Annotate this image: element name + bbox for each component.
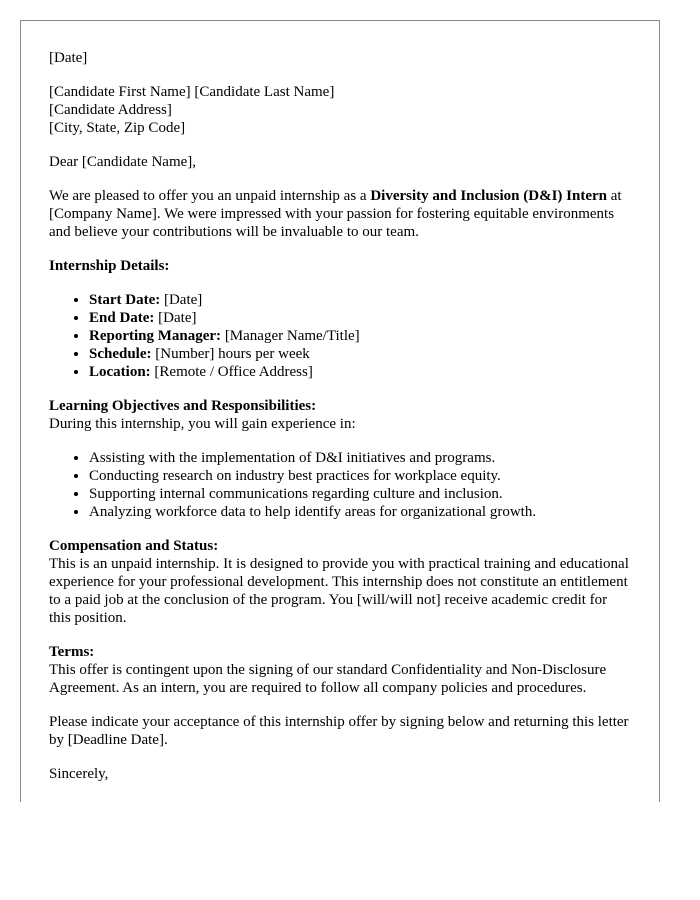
objectives-lead: During this internship, you will gain experience in: bbox=[49, 416, 356, 432]
objectives-item: • Assisting with the implementation of D&I initiatives and programs. bbox=[89, 449, 631, 467]
intro-after: at [Company Name]. We were impressed with your passion for fostering equitable environments and believe your contributions will be invaluable to our team. bbox=[49, 188, 622, 240]
compensation-text: This is an unpaid internship. It is designed to provide you with practical training and educational experience for your professional development. This internship does not constitute an entitlement to a paid job at the conclusion of the program. You [will/will not] receive academic credit for this position. bbox=[49, 556, 629, 626]
recipient-block bbox=[49, 83, 631, 137]
recipient-name: [Candidate First Name] [Candidate Last Name] bbox=[49, 84, 335, 100]
terms-section bbox=[49, 643, 631, 697]
recipient-city-state-zip: [City, State, Zip Code] bbox=[49, 120, 186, 136]
compensation-section bbox=[49, 537, 631, 627]
objectives-item: • Conducting research on industry best practices for workplace equity. bbox=[89, 467, 631, 485]
objectives-section bbox=[49, 397, 631, 433]
details-item-end-date bbox=[89, 309, 631, 327]
terms-text: This offer is contingent upon the signing of our standard Confidentiality and Non-Disclosure Agreement. As an intern, you are required to follow all company policies and procedures. bbox=[49, 662, 607, 696]
objectives-item: • Supporting internal communications regarding culture and inclusion. bbox=[89, 485, 631, 503]
details-item-reporting-manager bbox=[89, 327, 631, 345]
details-item-start-date bbox=[89, 291, 631, 309]
details-heading-text: Internship Details: bbox=[49, 258, 170, 274]
compensation-heading: Compensation and Status: bbox=[49, 538, 219, 554]
details-item-location bbox=[89, 363, 631, 381]
intro-before: We are pleased to offer you an unpaid internship as a bbox=[49, 188, 371, 204]
objectives-list bbox=[49, 449, 631, 521]
details-value: [Manager Name/Title] bbox=[221, 328, 360, 344]
closing: Sincerely, bbox=[49, 766, 109, 782]
details-label: End Date: bbox=[89, 310, 155, 326]
details-item-schedule bbox=[89, 345, 631, 363]
details-list bbox=[49, 291, 631, 381]
details-label: Reporting Manager: bbox=[89, 328, 222, 344]
objectives-heading: Learning Objectives and Responsibilities: bbox=[49, 398, 317, 414]
details-label: Start Date: bbox=[89, 292, 161, 308]
details-value: [Date] bbox=[154, 310, 197, 326]
details-value: [Remote / Office Address] bbox=[150, 364, 313, 380]
letter-date: [Date] bbox=[49, 50, 88, 66]
details-value: [Number] hours per week bbox=[151, 346, 310, 362]
recipient-address: [Candidate Address] bbox=[49, 102, 172, 118]
acceptance-paragraph: Please indicate your acceptance of this internship offer by signing below and returning this letter by [Deadline Date]. bbox=[49, 714, 629, 748]
salutation: Dear [Candidate Name], bbox=[49, 154, 197, 170]
intro-role: Diversity and Inclusion (D&I) Intern bbox=[370, 188, 608, 204]
intro-paragraph bbox=[49, 187, 631, 241]
details-heading bbox=[49, 257, 631, 275]
terms-heading: Terms: bbox=[49, 644, 95, 660]
details-label: Schedule: bbox=[89, 346, 152, 362]
objectives-item: • Analyzing workforce data to help identify areas for organizational growth. bbox=[89, 503, 631, 521]
details-label: Location: bbox=[89, 364, 151, 380]
details-value: [Date] bbox=[160, 292, 203, 308]
letter-page bbox=[20, 20, 660, 802]
